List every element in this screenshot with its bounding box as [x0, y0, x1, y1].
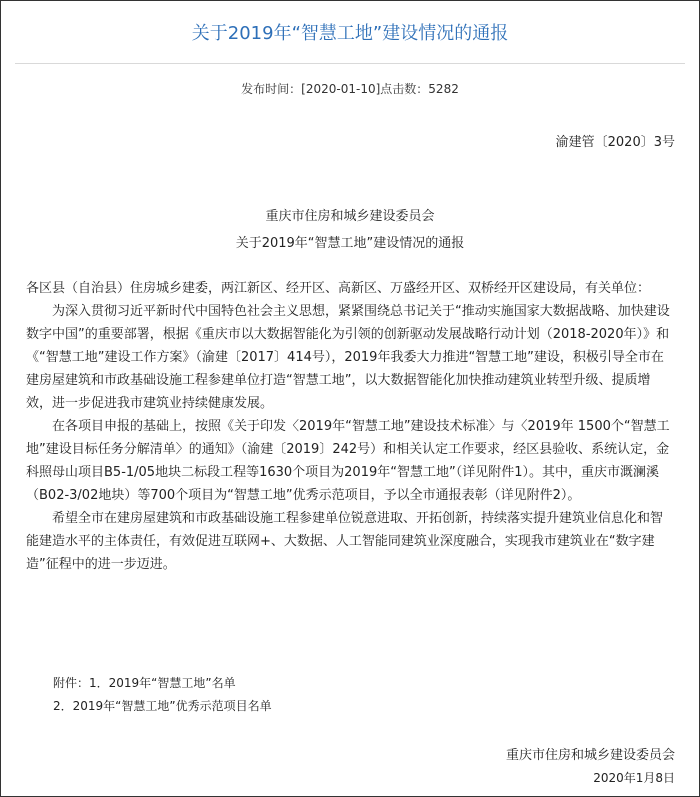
attachment-2: 2．2019年“智慧工地”优秀示范项目名单 [53, 699, 272, 713]
document-subtitle: 关于2019年“智慧工地”建设情况的通报 [235, 236, 465, 251]
attachment-1: 附件：1．2019年“智慧工地”名单 [53, 676, 236, 690]
publish-date: [2020-01-10] [301, 82, 381, 96]
publish-label: 发布时间： [241, 82, 302, 96]
clicks-label: 点击数： [380, 82, 429, 96]
paragraph-1: 为深入贯彻习近平新时代中国特色社会主义思想，紧紧围绕总书记关于“推动实施国家大数据战略、加快建设数字中国”的重要部署，根据《重庆市以大数据智能化为引领的创新驱动发展战略行动计划（2018-2020年）》和《“智慧工地”建设工作方案》（渝建〔2017〕414号），2019年我委大力推进“智慧工地”建设，积极引导全市在建房屋建筑和市政基础设施工程参建单位打造“智慧工地”，以大数据智能化加快推动建筑业转型升级、提质增效，进一步促进我市建筑业持续健康发展。 [26, 304, 670, 411]
issuing-org: 重庆市住房和城乡建设委员会 [265, 209, 435, 224]
signer-org: 重庆市住房和城乡建设委员会 [505, 748, 675, 763]
article-meta [1, 80, 699, 97]
attachments [53, 672, 272, 718]
recipients: 各区县（自治县）住房城乡建委，两江新区、经开区、高新区、万盛经开区、双桥经开区建设局，有关单位： [26, 281, 651, 296]
document-number: 渝建管〔2020〕3号 [555, 135, 675, 150]
title-divider [15, 63, 685, 64]
document-body [26, 277, 671, 576]
sign-date: 2020年1月8日 [593, 771, 675, 785]
paragraph-3: 希望全市在建房屋建筑和市政基础设施工程参建单位锐意进取、开拓创新，持续落实提升建筑业信息化和智能建造水平的主体责任，有效促进互联网+、大数据、人工智能同建筑业深度融合，实现我市建筑业在“数字建造”征程中的进一步迈进。 [26, 511, 664, 572]
clicks-count: 5282 [428, 82, 459, 96]
paragraph-2: 在各项目申报的基础上，按照《关于印发〈2019年“智慧工地”建设技术标准〉与〈2019年 1500个“智慧工地”建设目标任务分解清单〉的通知》（渝建〔2019〕242号）和相关认定工作要求，经区县验收、系统认定，金科照母山项目B5-1/05地块二标段工程等1630个项目为2019年“智慧工地”（详见附件1）。其中，重庆市溉澜溪（B02-3/02地块）等700个项目为“智慧工地”优秀示范项目，予以全市通报表彰（详见附件2）。 [26, 419, 670, 503]
article-title: 关于2019年“智慧工地”建设情况的通报 [191, 23, 509, 44]
